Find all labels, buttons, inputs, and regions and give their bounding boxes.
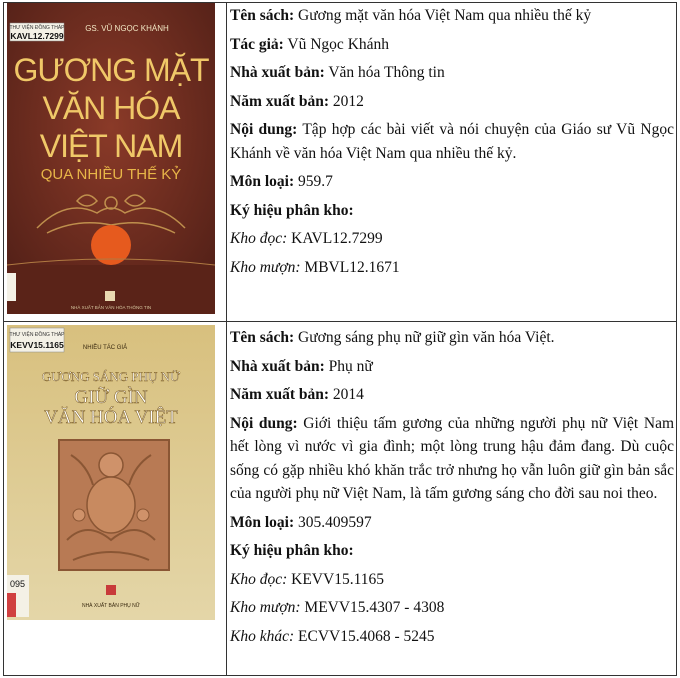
book-cover-2	[7, 325, 215, 620]
column-divider	[226, 3, 227, 675]
reading-value: KEVV15.1165	[291, 570, 384, 588]
shelf-row	[230, 539, 674, 563]
title-label: Tên sách:	[230, 329, 295, 346]
author-label: Tác giả:	[230, 35, 284, 53]
book-info-2	[230, 326, 674, 648]
publisher-value: Văn hóa Thông tin	[328, 64, 445, 81]
cover-publisher-1: NHÀ XUẤT BẢN VĂN HÓA THÔNG TIN	[70, 305, 152, 310]
publisher-row	[230, 355, 674, 379]
content-row	[230, 412, 674, 506]
lending-label: Kho mượn:	[230, 258, 301, 276]
publisher-logo-1	[105, 291, 115, 301]
title-value: Gương sáng phụ nữ giữ gìn văn hóa Việt.	[298, 329, 555, 346]
publisher-label: Nhà xuất bản:	[230, 357, 325, 375]
reading-value: KAVL12.7299	[291, 230, 383, 247]
cover-title-line-1: GƯƠNG MẶT	[13, 52, 209, 88]
publisher-row	[230, 61, 674, 85]
category-row	[230, 511, 674, 535]
author-row	[230, 33, 674, 57]
shelf-label: Ký hiệu phân kho:	[230, 201, 354, 219]
publisher-value: Phụ nữ	[328, 357, 373, 375]
year-value: 2012	[332, 92, 364, 110]
author-value: Vũ Ngọc Khánh	[287, 35, 390, 53]
cover-title-line-2b: VĂN HÓA VIỆT	[44, 407, 178, 428]
cover-author-1: GS. VŨ NGỌC KHÁNH	[85, 24, 169, 33]
category-value: 305.409597	[298, 513, 372, 531]
shelf-row	[230, 199, 674, 223]
book-cover-1	[7, 3, 215, 314]
call-number-sticker-1: KAVL12.7299	[10, 31, 64, 41]
shelf-label: Ký hiệu phân kho:	[230, 542, 354, 559]
cover-subtitle-1: QUA NHIỀU THẾ KỶ	[40, 166, 182, 183]
other-row	[230, 625, 674, 649]
year-label: Năm xuất bản:	[230, 386, 330, 403]
call-number-sticker-2: KEVV15.1165	[10, 340, 64, 350]
year-row	[230, 383, 674, 407]
publisher-logo-2	[106, 585, 116, 595]
content-label: Nội dung:	[230, 121, 298, 138]
year-label: Năm xuất bản:	[230, 92, 330, 110]
lending-label: Kho mượn:	[230, 599, 301, 616]
cover-title-line-2: VĂN HÓA	[42, 90, 180, 126]
lending-row	[230, 256, 674, 280]
spine-number: 095	[10, 579, 26, 589]
library-stamp-1: THƯ VIỆN ĐỒNG THÁP	[9, 25, 65, 31]
category-value: 959.7	[298, 173, 333, 190]
reading-label: Kho đọc:	[230, 230, 288, 247]
cover-title-top-2: GƯƠNG SÁNG PHỤ NỮ	[41, 369, 181, 384]
book-info-1	[230, 4, 674, 279]
lending-row	[230, 596, 674, 620]
row-divider	[4, 321, 676, 322]
content-value: Tập hợp các bài viết và nói chuyện của Giáo sư Vũ Ngọc Khánh về văn hóa Việt Nam qua nhiều thế kỷ.	[230, 121, 674, 162]
reading-row	[230, 568, 674, 592]
library-stamp-2: THƯ VIỆN ĐỒNG THÁP	[9, 332, 65, 338]
lending-value: MEVV15.4307 - 4308	[304, 599, 445, 616]
wood-relief-carving	[59, 440, 169, 570]
reading-label: Kho đọc:	[230, 570, 288, 588]
other-value: ECVV15.4068 - 5245	[298, 627, 435, 645]
cover-title-line-3: VIỆT NAM	[39, 128, 183, 164]
year-value: 2014	[332, 386, 364, 403]
lending-value: MBVL12.1671	[304, 258, 400, 276]
category-label: Môn loại:	[230, 173, 295, 190]
publisher-label: Nhà xuất bản:	[230, 64, 325, 81]
content-label: Nội dung:	[230, 414, 298, 432]
category-label: Môn loại:	[230, 513, 295, 531]
title-value: Gương mặt văn hóa Việt Nam qua nhiều thế kỷ	[298, 7, 592, 24]
content-value: Giới thiệu tấm gương của những người phụ nữ Việt Nam hết lòng vì nước vì gia đình; một lòng trung hậu đảm đang. Dù cuộc sống có gặp nhiều khó khăn trắc trở nhưng họ vẫn luôn giữ gìn bản sắc của người phụ nữ Việt Nam, là tấm gương sáng cho đời sau noi theo.	[230, 414, 675, 502]
other-label: Kho khác:	[230, 627, 295, 645]
year-row	[230, 90, 674, 114]
book-cover-2-art	[7, 325, 215, 620]
title-label: Tên sách:	[230, 7, 295, 24]
category-row	[230, 170, 674, 194]
title-row	[230, 4, 674, 28]
cover-publisher-2: NHÀ XUẤT BẢN PHỤ NỮ	[81, 603, 141, 609]
title-row	[230, 326, 674, 350]
content-row	[230, 118, 674, 165]
book-cover-1-art	[7, 3, 215, 314]
cover-title-line-2a: GIỮ GÌN	[74, 387, 148, 408]
reading-row	[230, 227, 674, 251]
cover-author-2: NHIỀU TÁC GIẢ	[82, 345, 128, 351]
